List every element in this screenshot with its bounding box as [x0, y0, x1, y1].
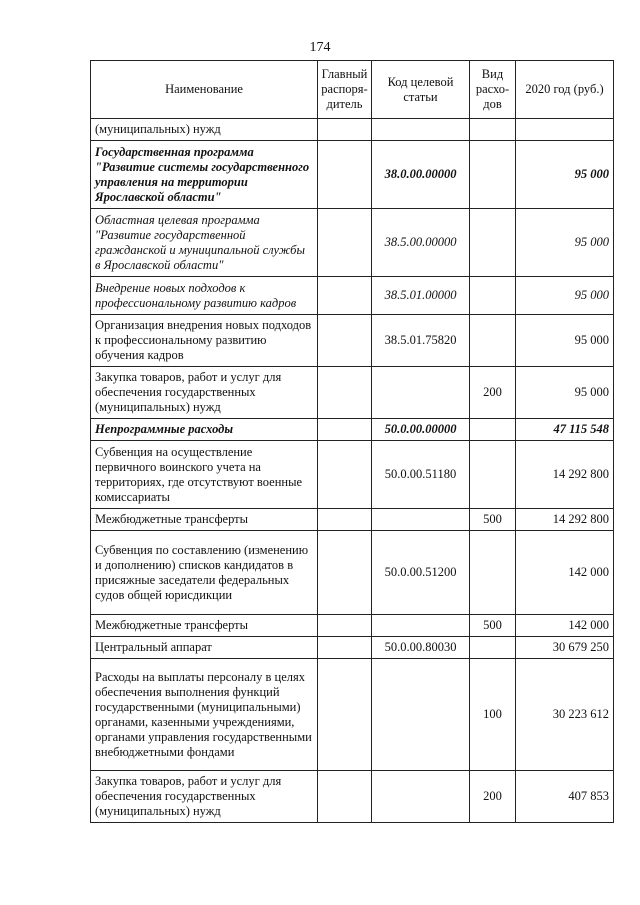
table-row [91, 615, 614, 637]
table-row [91, 659, 614, 771]
table-row [91, 209, 614, 277]
row-admin-cell [318, 419, 372, 441]
budget-table [90, 60, 614, 823]
table-row [91, 141, 614, 209]
row-admin-cell [318, 771, 372, 823]
row-code-cell: 50.0.00.80030 [372, 637, 470, 659]
row-code-cell [372, 771, 470, 823]
row-kind-cell [470, 277, 516, 315]
row-admin-cell [318, 659, 372, 771]
row-admin-cell [318, 441, 372, 509]
row-name-cell: Организация внедрения новых подходов к профессиональному развитию обучения кадров [91, 315, 318, 367]
row-name-cell: Центральный аппарат [91, 637, 318, 659]
header-admin: Главный распоря-дитель [318, 61, 372, 119]
row-name-cell: Внедрение новых подходов к профессиональному развитию кадров [91, 277, 318, 315]
row-kind-cell [470, 315, 516, 367]
row-amount-cell: 95 000 [516, 141, 614, 209]
row-admin-cell [318, 531, 372, 615]
row-admin-cell [318, 209, 372, 277]
table-row [91, 419, 614, 441]
row-code-cell: 38.0.00.00000 [372, 141, 470, 209]
row-name-cell: Непрограммные расходы [91, 419, 318, 441]
row-code-cell [372, 119, 470, 141]
header-year: 2020 год (руб.) [516, 61, 614, 119]
table-body [91, 119, 614, 823]
row-code-cell [372, 615, 470, 637]
row-kind-cell [470, 141, 516, 209]
row-admin-cell [318, 141, 372, 209]
row-admin-cell [318, 509, 372, 531]
row-amount-cell: 95 000 [516, 209, 614, 277]
row-kind-cell [470, 531, 516, 615]
row-amount-cell: 14 292 800 [516, 441, 614, 509]
row-name-cell: (муниципальных) нужд [91, 119, 318, 141]
row-kind-cell: 500 [470, 615, 516, 637]
row-code-cell: 50.0.00.51180 [372, 441, 470, 509]
row-name-cell: Субвенция на осуществление первичного воинского учета на территориях, где отсутствуют военные комиссариаты [91, 441, 318, 509]
row-amount-cell: 30 679 250 [516, 637, 614, 659]
page-number: 174 [309, 40, 331, 55]
row-code-cell [372, 367, 470, 419]
row-admin-cell [318, 277, 372, 315]
table-row [91, 315, 614, 367]
row-code-cell: 38.5.01.00000 [372, 277, 470, 315]
row-code-cell: 38.5.00.00000 [372, 209, 470, 277]
row-admin-cell [318, 367, 372, 419]
header-kind: Вид расхо-дов [470, 61, 516, 119]
row-name-cell: Расходы на выплаты персоналу в целях обеспечения выполнения функций государственными (муниципальными) органами, казенными учреждениями, органами управления государственными внебюджетными фондами [91, 659, 318, 771]
row-amount-cell: 95 000 [516, 367, 614, 419]
row-name-cell: Межбюджетные трансферты [91, 509, 318, 531]
row-kind-cell [470, 419, 516, 441]
row-amount-cell: 142 000 [516, 531, 614, 615]
row-kind-cell: 100 [470, 659, 516, 771]
table-row [91, 531, 614, 615]
row-name-cell: Государственная программа "Развитие системы государственного управления на территории Ярославской области" [91, 141, 318, 209]
header-name: Наименование [91, 61, 318, 119]
table-row [91, 119, 614, 141]
table-header-row [91, 61, 614, 119]
row-code-cell [372, 509, 470, 531]
row-code-cell: 50.0.00.00000 [372, 419, 470, 441]
table-row [91, 277, 614, 315]
row-code-cell: 38.5.01.75820 [372, 315, 470, 367]
row-kind-cell: 200 [470, 367, 516, 419]
table-row [91, 509, 614, 531]
row-amount-cell [516, 119, 614, 141]
row-amount-cell: 14 292 800 [516, 509, 614, 531]
row-admin-cell [318, 315, 372, 367]
row-amount-cell: 30 223 612 [516, 659, 614, 771]
row-amount-cell: 95 000 [516, 315, 614, 367]
row-amount-cell: 407 853 [516, 771, 614, 823]
row-kind-cell [470, 441, 516, 509]
row-code-cell: 50.0.00.51200 [372, 531, 470, 615]
row-amount-cell: 95 000 [516, 277, 614, 315]
row-code-cell [372, 659, 470, 771]
row-amount-cell: 142 000 [516, 615, 614, 637]
table-row [91, 441, 614, 509]
row-name-cell: Областная целевая программа "Развитие государственной гражданской и муниципальной службы в Ярославской области" [91, 209, 318, 277]
row-kind-cell: 500 [470, 509, 516, 531]
row-kind-cell [470, 209, 516, 277]
table-row [91, 367, 614, 419]
row-name-cell: Межбюджетные трансферты [91, 615, 318, 637]
row-name-cell: Закупка товаров, работ и услуг для обеспечения государственных (муниципальных) нужд [91, 771, 318, 823]
row-kind-cell [470, 637, 516, 659]
table-row [91, 637, 614, 659]
row-kind-cell: 200 [470, 771, 516, 823]
table-row [91, 771, 614, 823]
row-kind-cell [470, 119, 516, 141]
row-admin-cell [318, 637, 372, 659]
row-name-cell: Субвенция по составлению (изменению и дополнению) списков кандидатов в присяжные заседатели федеральных судов общей юрисдикции [91, 531, 318, 615]
row-admin-cell [318, 119, 372, 141]
row-amount-cell: 47 115 548 [516, 419, 614, 441]
header-code: Код целевой статьи [372, 61, 470, 119]
row-admin-cell [318, 615, 372, 637]
row-name-cell: Закупка товаров, работ и услуг для обеспечения государственных (муниципальных) нужд [91, 367, 318, 419]
